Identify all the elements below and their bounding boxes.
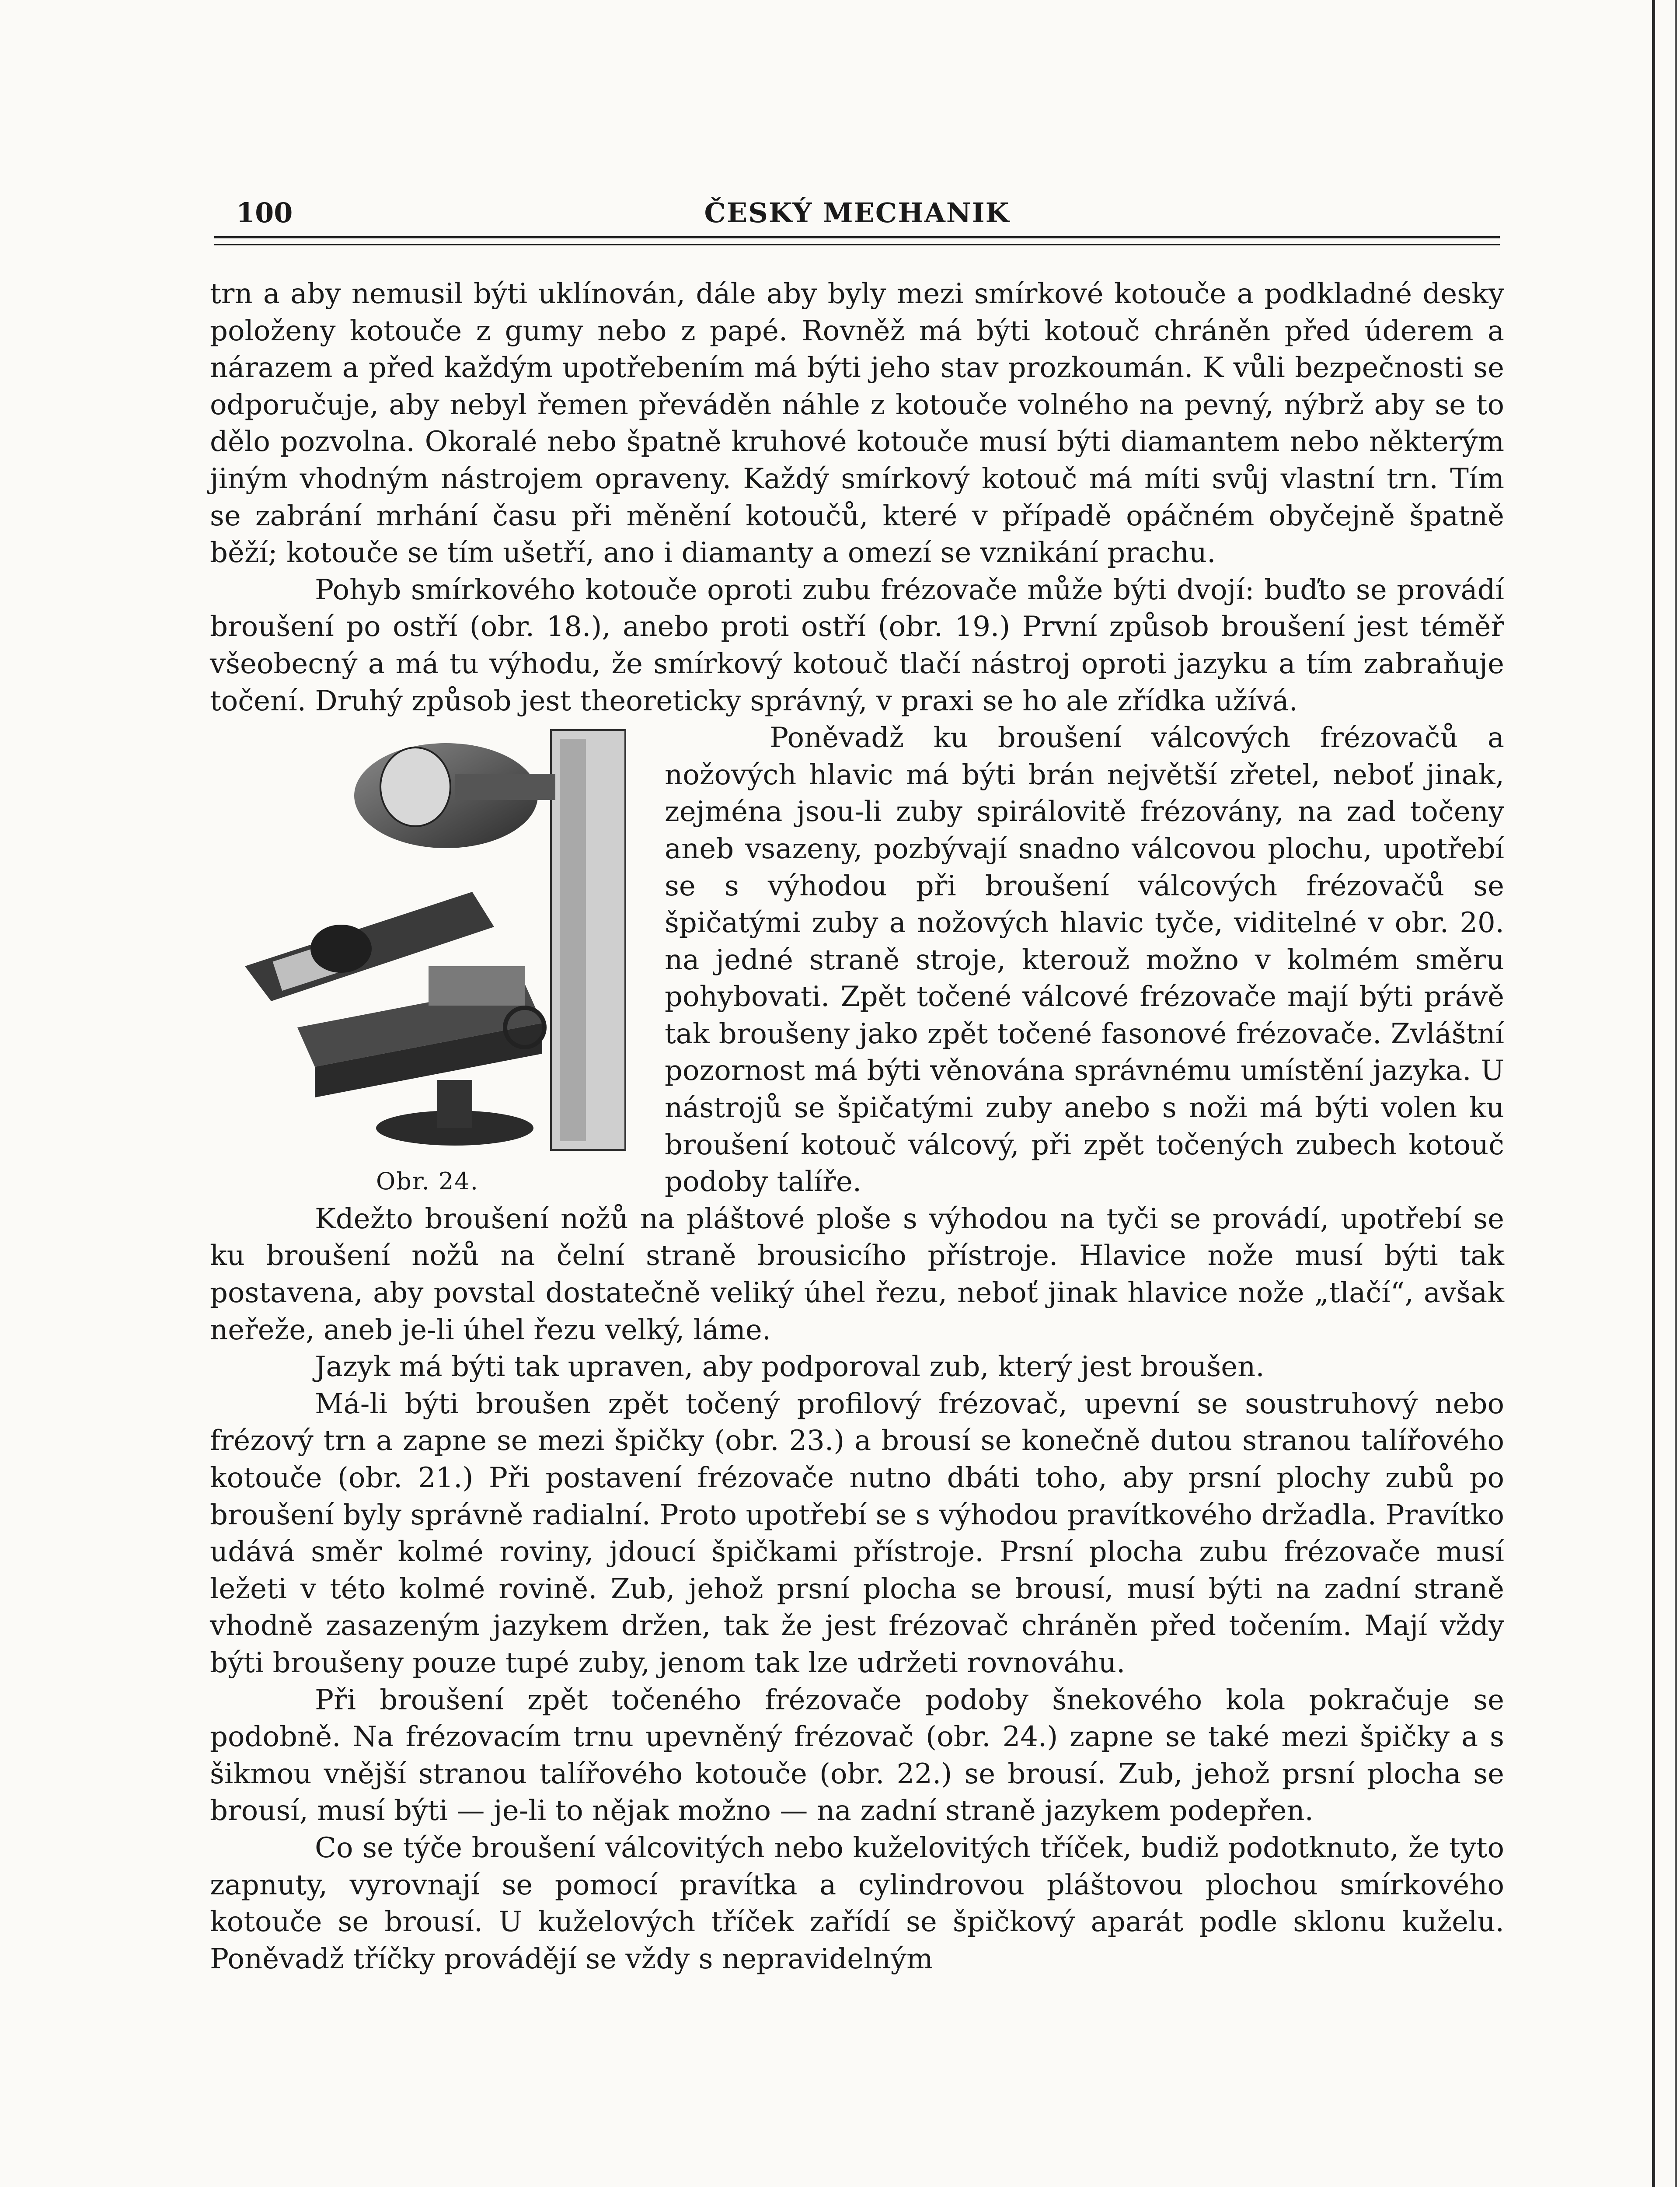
running-title: ČESKÝ MECHANIK [704, 197, 1010, 229]
paragraph: Co se týče broušení válcovitých nebo kuželovitých tříček, budiž podotknuto, že tyto zapnuty, vyrovnají se pomocí pravítka a cylindrovou pláštovou plochou smírkového kotouče se brousí. U kuželových tříček zařídí se špičkový aparát podle sklonu kuželu. Poněvadž tříčky provádějí se vždy s nepravidelným [210, 1831, 1504, 1975]
paragraph: Při broušení zpět točeného frézovače podoby šnekového kola pokračuje se podobně. Na frézovacím trnu upevněný frézovač (obr. 24.) zapne se také mezi špičky a s šikmou vnější stranou talířového kotouče (obr. 22.) se brousí. Zub, jehož prsní plocha se brousí, musí býti — je-li to nějak možno — na zadní straně jazykem podepřen. [210, 1684, 1504, 1827]
paragraph: trn a aby nemusil býti uklínován, dále aby byly mezi smírkové kotouče a podkladné desky položeny kotouče z gumy nebo z papé. Rovněž má býti kotouč chráněn před úderem a nárazem a před každým upotřebením má býti jeho stav prozkoumán. K vůli bezpečnosti se odporučuje, aby nebyl řemen převáděn náhle z kotouče volného na pevný, nýbrž aby se to dělo pozvolna. Okoralé nebo špatně kruhové kotouče musí býti diamantem nebo některým jiným vhodným nástrojem opraveny. Každý smírkový kotouč má míti svůj vlastní trn. Tím se zabrání mrhání času při měnění kotoučů, které v případě opáčném obyčejně špatně běží; kotouče se tím ušetří, ano i diamanty a omezí se vznikání prachu. [210, 278, 1504, 569]
running-header [214, 192, 1500, 232]
page-edge-line-outer [1675, 0, 1677, 2187]
header-rule-thin [214, 244, 1500, 245]
paragraph: Má-li býti broušen zpět točený profilový frézovač, upevní se soustruhový nebo frézový trn a zapne se mezi špičky (obr. 23.) a brousí se konečně dutou stranou talířového kotouče (obr. 21.) Při postavení frézovače nutno dbáti toho, aby prsní plochy zubů po broušení byly správně radialní. Proto upotřebí se s výhodou pravítkového držadla. Pravítko udává směr kolmé roviny, jdoucí špičkami přístroje. Prsní plocha zubu frézovače musí ležeti v této kolmé rovině. Zub, jehož prsní plocha se brousí, musí býti na zadní straně vhodně zasazeným jazykem držen, tak že jest frézovač chráněn před točením. Mají vždy býti broušeny pouze tupé zuby, jenom tak lze udržeti rovnováhu. [210, 1387, 1504, 1679]
figure-24 [210, 721, 652, 1198]
paragraph: Pohyb smírkového kotouče oproti zubu frézovače může býti dvojí: buďto se provádí broušení po ostří (obr. 18.), anebo proti ostří (obr. 19.) První způsob broušení jest téměř všeobecný a má tu výhodu, že smírkový kotouč tlačí nástroj oproti jazyku a tím zabraňuje točení. Druhý způsob jest theoreticky správný, v praxi se ho ale zřídka užívá. [210, 573, 1504, 717]
page-number: 100 [236, 197, 293, 229]
header-rule [214, 236, 1500, 238]
paragraph: Poněvadž ku broušení válcových frézovačů a nožových hlavic má býti brán největší zřetel, neboť jinak, zejména jsou-li zuby spirálovitě frézovány, na zad točeny aneb vsazeny, pozbývají snadno válcovou plochu, upotřebí se s výhodou při broušení válcových frézovačů se špičatými zuby a nožových hlavic tyče, viditelné v obr. 20. na jedné straně stroje, kterouž možno v kolmém směru pohybovati. Zpět točené válcové frézovače mají býti právě tak broušeny jako zpět točené fasonové frézovače. Zvláštní pozornost má býti věnována správnému umístění jazyka. U nástrojů se špičatými zuby anebo s noži má býti volen ku broušení kotouč válcový, při zpět točených zubech kotouč podoby talíře. [665, 722, 1504, 1198]
page-edge-line [1652, 0, 1655, 2187]
figure-caption: Obr. 24. [376, 1167, 479, 1195]
tool-grinder-machine-photo-icon [210, 721, 652, 1159]
paragraph: Kdežto broušení nožů na pláštové ploše s výhodou na tyči se provádí, upotřebí se ku broušení nožů na čelní straně brousicího přístroje. Hlavice nože musí býti tak postavena, aby povstal dostatečně veliký úhel řezu, neboť jinak hlavice nože „tlačí“, avšak neřeže, aneb je-li úhel řezu velký, láme. [210, 1202, 1504, 1346]
paragraph: Jazyk má býti tak upraven, aby podporoval zub, který jest broušen. [315, 1351, 1265, 1383]
body-text [210, 276, 1504, 1977]
